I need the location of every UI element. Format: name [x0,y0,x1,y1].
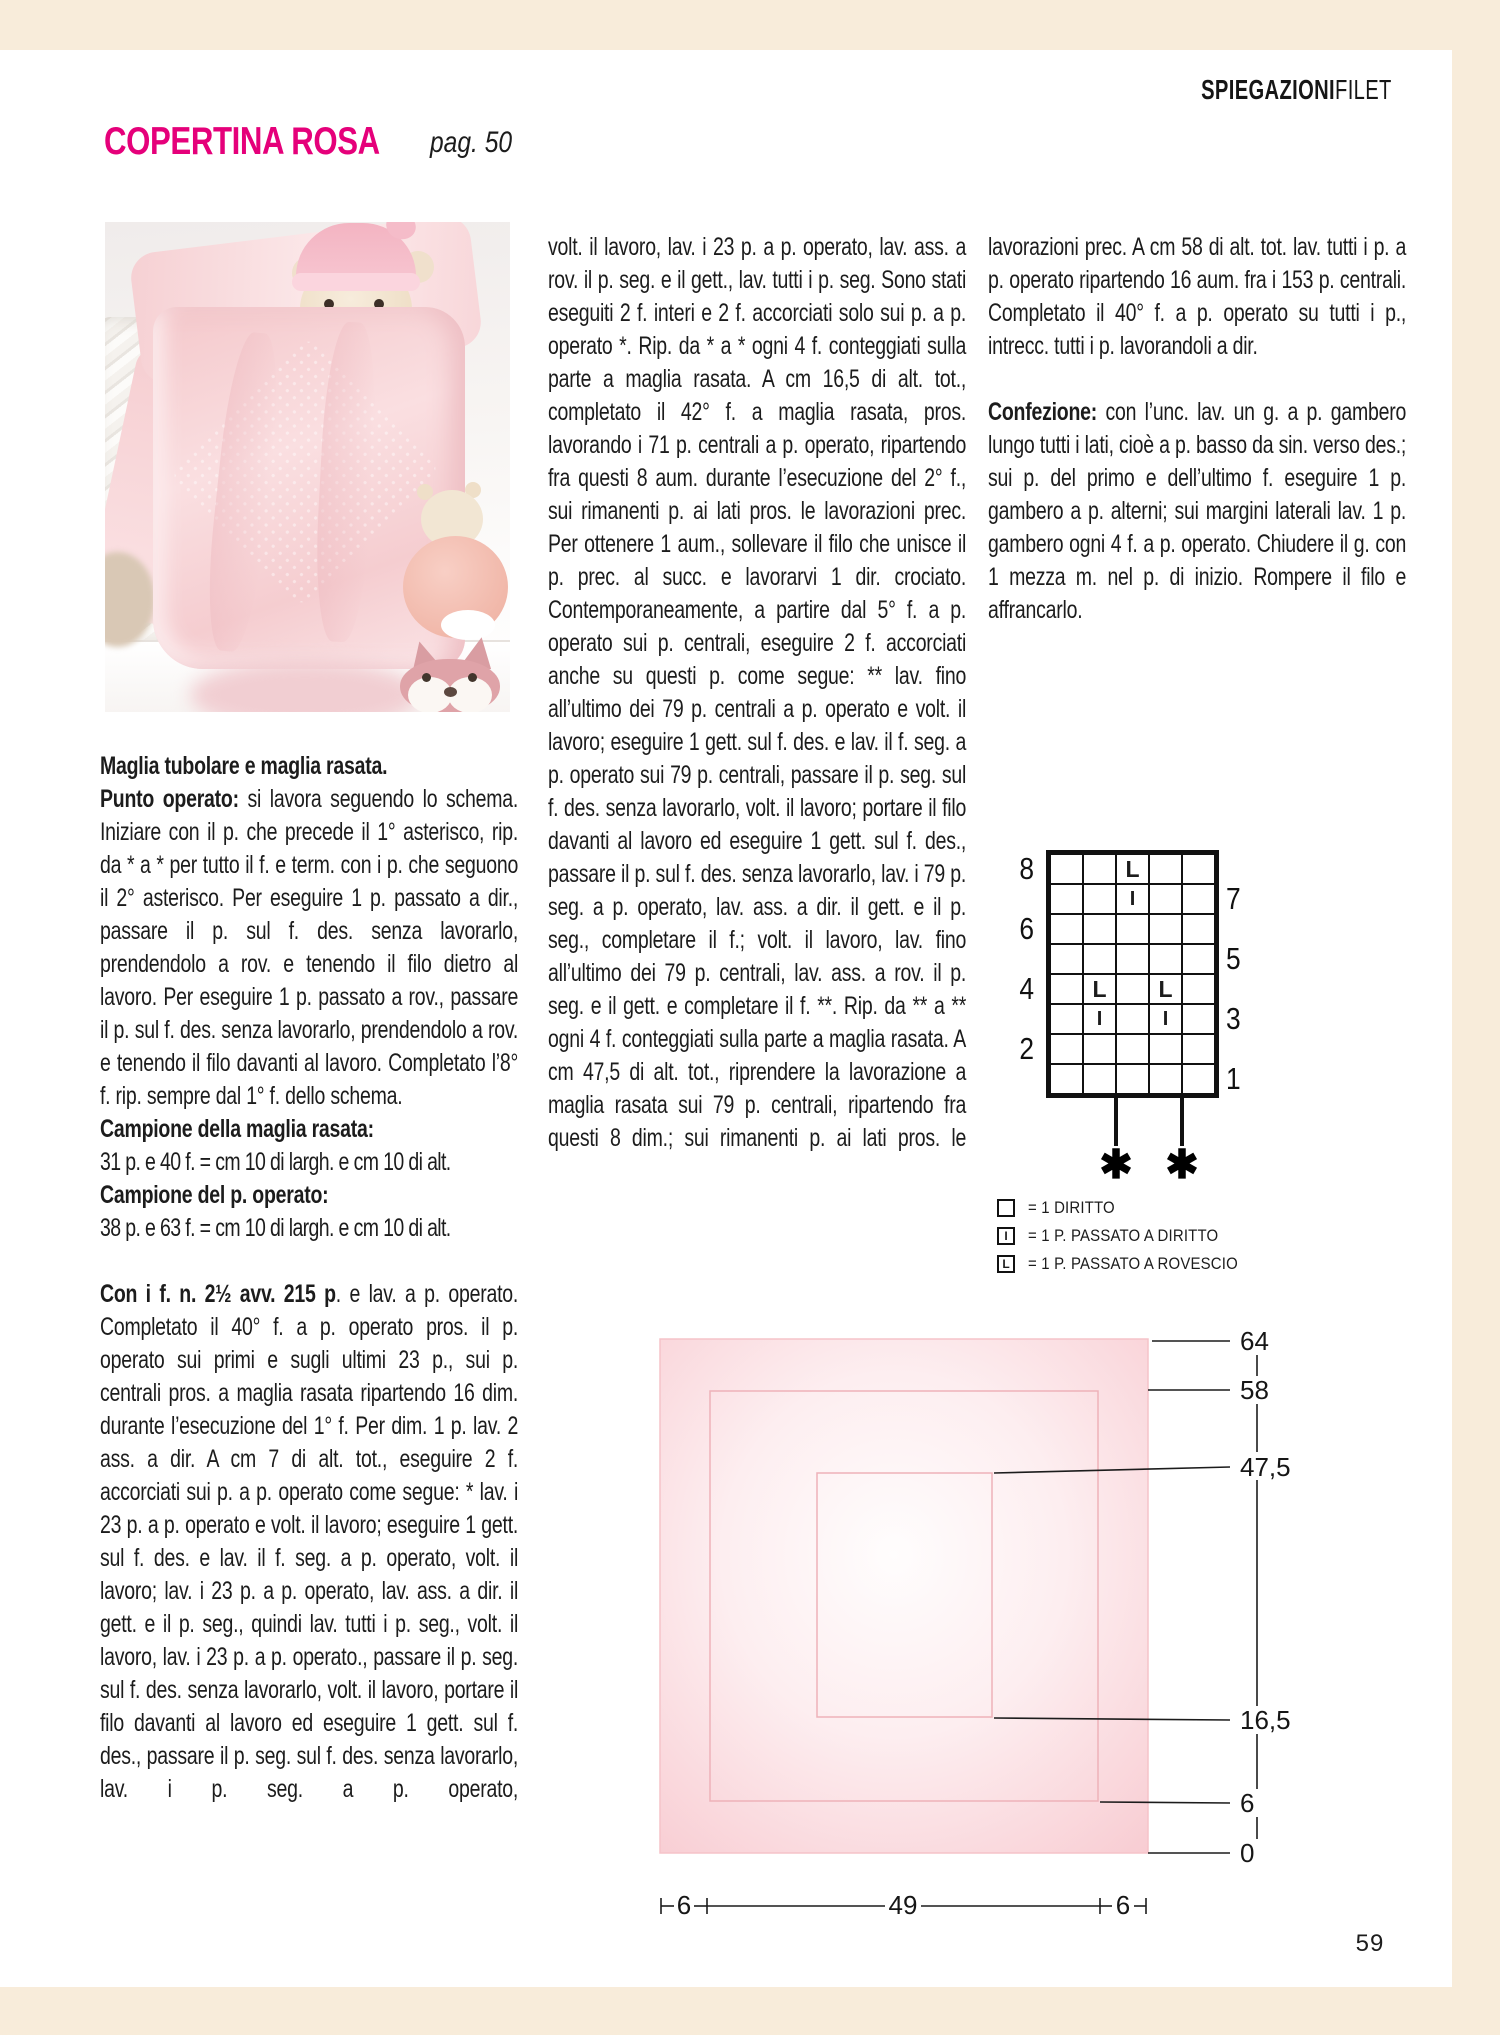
chart-cell [1084,975,1115,1003]
chart-cell [1183,1005,1214,1033]
measurement-label: 64 [1240,1326,1269,1356]
plush-toy-illustration [393,490,510,655]
chart-cell [1117,1035,1148,1063]
measurement-label: 0 [1240,1838,1255,1868]
chart-cell [1117,1065,1148,1093]
legend-label: = 1 P. PASSATO A DIRITTO [1028,1225,1219,1245]
instruction-paragraph: Punto operato: si lavora seguendo lo schema. Iniziare con il p. che precede il 1° asterisco, rip. da * a * per tutto il f. e term. con i p. che seguono il 2° asterisco. Per eseguire 1 p. passato a dir., passare il p. sul f. des. senza lavorarlo, prendendolo a rov. e tenendo il filo dietro al lavoro. Per eseguire 1 p. passato a rov., passare il p. sul f. des. senza lavorarlo, prendendolo a rov. e tenendo il filo davanti al lavoro. Completato l’8° f. rip. sempre dal 1° f. dello schema. [100,785,519,1110]
chart-cell [1117,915,1148,943]
leader-line-6 [1100,1802,1230,1803]
fox-nose [444,687,457,697]
measurement-label: 16,5 [1240,1705,1291,1735]
page-number: 59 [1355,1930,1385,1957]
chart-cell [1150,1035,1181,1063]
instruction-paragraph: Campione della maglia rasata: [100,1115,374,1143]
blanket-outer-rect [660,1339,1148,1853]
chart-row-number: 2 [1019,1031,1034,1066]
chart-cell [1051,945,1082,973]
legend-symbol [997,1199,1015,1217]
section-header-bold: SPIEGAZIONI [1201,74,1336,105]
stitch-symbol: I [1129,888,1136,910]
legend-row [997,1198,1267,1217]
chart-cell [1051,1065,1082,1093]
chart-cell [1150,975,1181,1003]
schematic-diagram [600,1320,1320,1940]
photo [105,222,510,712]
instruction-paragraph: Campione del p. operato: [100,1181,329,1209]
chart-cell [1084,885,1115,913]
chart-row-number: 5 [1226,941,1241,976]
page-reference: pag. 50 [430,126,513,159]
chart-row-number: 4 [1019,971,1034,1006]
chart-cell [1084,1035,1115,1063]
dimension-label: 6 [676,1890,692,1920]
chart-row-number: 7 [1226,881,1241,916]
chart-cell [1183,885,1214,913]
chart-row-number: 3 [1226,1001,1241,1036]
chart-cell [1117,975,1148,1003]
instruction-paragraph: Maglia tubolare e maglia rasata. [100,752,388,780]
fox-eye [468,673,477,682]
stitch-symbol: L [1092,975,1107,1002]
instruction-paragraph: 38 p. e 63 f. = cm 10 di largh. e cm 10 di alt. [100,1214,451,1242]
chart-row-number: 1 [1226,1061,1241,1096]
page-title: COPERTINA ROSA [104,120,380,163]
instruction-paragraph: Con i f. n. 2½ avv. 215 p. e lav. a p. operato. Completato il 40° f. a p. operato pros. il p. operato sui primi e sugli ultimi 23 p., sui p. centrali pros. a maglia rasata ripartendo 16 dim. durante l’esecuzione del 1° f. Per dim. 1 p. lav. 2 ass. a dir. A cm 7 di alt. tot., eseguire 2 f. accorciati sui p. a p. operato come segue: * lav. i 23 p. a p. operato e volt. il lavoro; eseguire 1 gett. sul f. des. e lav. il f. seg. a p. operato, volt. il lavoro; lav. i 23 p. a p. operato, lav. ass. a dir. il gett. e il p. seg., quindi lav. tutti i p. seg., volt. il lavoro, lav. i 23 p. a p. operato., passare il p. seg. sul f. des. senza lavorarlo, volt. il lavoro, portare il filo davanti al lavoro ed eseguire 1 gett. sul f. des., passare il p. seg. sul f. des. senza lavorarlo, lav. i p. seg. a p. operato, [100,1280,519,1803]
measurement-label: 58 [1240,1375,1269,1405]
chart-cell [1051,855,1082,883]
stitch-symbol: L [1158,975,1173,1002]
chart-cell [1084,1065,1115,1093]
chart-cell [1183,975,1214,1003]
chart-cell [1150,915,1181,943]
chart-cell [1051,915,1082,943]
instruction-paragraph: volt. il lavoro, lav. i 23 p. a p. operato, lav. ass. a rov. il p. seg. e il gett., lav. tutti i p. seg. Sono stati eseguiti 2 f. interi e 2 f. accorciati solo sui p. a p. operato *. Rip. da * a * ogni 4 f. conteggiati sulla parte a maglia rasata. A cm 16,5 di alt. tot., completato il 42° f. a maglia rasata, pros. lavorando i 71 p. centrali a p. operato, ripartendo fra questi 8 aum. durante l’esecuzione del 2° f., sui rimanenti p. ai lati pros. le lavorazioni prec. Per ottenere 1 aum., sollevare il filo che unisce il p. prec. al succ. e lavorarvi 1 dir. crociato. Contemporaneamente, a partire dal 5° f. a p. operato sui p. centrali, eseguire 2 f. accorciati anche su questi p. come segue: ** lav. fino all’ultimo dei 79 p. centrali a p. operato e volt. il lavoro; eseguire 1 gett. sul f. des. e lav. il f. seg. a p. operato sui 79 p. centrali, passare il p. seg. sul f. des. senza lavorarlo, volt. il lavoro; portare il filo davanti al lavoro ed eseguire 1 gett. sul f. des., passare il p. sul f. des. senza lavorarlo, lav. i 79 p. seg. a p. operato, lav. ass. a dir. il gett. e il p. seg., completare il f.; volt. il lavoro, lav. fino all’ultimo dei 79 p. centrali, lav. ass. a rov. il p. seg. e il gett. e completare il f. **. Rip. da ** a ** ogni 4 f. conteggiati sulla parte a maglia rasata. A cm 47,5 di alt. tot., riprendere la lavorazione a maglia rasata sui 79 p. centrali, ripartendo fra questi 8 dim.; sui rimanenti p. ai lati pros. le [548,233,967,1152]
chart-cell [1117,1005,1148,1033]
chart-cell [1183,1035,1214,1063]
legend-label: = 1 DIRITTO [1028,1197,1115,1217]
dimension-label: 6 [1115,1890,1131,1920]
chart-cell [1084,855,1115,883]
chart-cell [1183,945,1214,973]
repeat-marker-line [1180,1098,1184,1146]
chart-cell [1150,1065,1181,1093]
chart-cell [1150,1005,1181,1033]
legend-symbol: L [997,1255,1015,1273]
plush-foot [441,610,495,640]
knitting-chart-grid [1046,850,1219,1098]
chart-cell [1051,975,1082,1003]
chart-cell [1084,1005,1115,1033]
teddy-hat-band [292,273,420,291]
chart-cell [1084,945,1115,973]
instruction-column-3 [988,231,1406,627]
section-header [1201,74,1392,106]
legend-label: = 1 P. PASSATO A ROVESCIO [1028,1253,1238,1273]
chart-row-number: 6 [1019,911,1034,946]
legend-row [997,1226,1267,1245]
dimension-label: 49 [888,1890,918,1920]
instruction-paragraph: Confezione: con l’unc. lav. un g. a p. gambero lungo tutti i lati, cioè a p. basso da sin. verso des.; sui p. del primo e dell’ultimo f. eseguire 1 p. gambero a p. alterni; sui margini laterali lav. 1 p. gambero ogni 4 f. a p. operato. Chiudere il g. con 1 mezza m. nel p. di inizio. Rompere il filo e affrancarlo. [988,398,1407,624]
chart-cell [1051,1035,1082,1063]
fox-plush-illustration [400,647,510,712]
chart-cell [1150,885,1181,913]
instruction-column-2 [548,231,966,1155]
chart-cell [1051,1005,1082,1033]
measurement-label: 47,5 [1240,1452,1291,1482]
chart-cell [1150,945,1181,973]
chart-cell [1117,945,1148,973]
stitch-symbol: I [1162,1008,1169,1030]
chart-cell [1150,855,1181,883]
fox-eye [422,673,431,682]
chart-cell [1117,855,1148,883]
chart-cell [1183,915,1214,943]
legend-row [997,1254,1267,1273]
chart-cell [1051,885,1082,913]
chart-cell [1183,855,1214,883]
repeat-asterisk: ✱ [1165,1143,1199,1187]
legend-symbol: I [997,1227,1015,1245]
section-header-light: FILET [1335,74,1392,105]
instruction-paragraph: lavorazioni prec. A cm 58 di alt. tot. lav. tutti i p. a p. operato ripartendo 16 aum. fra i 153 p. centrali. Completato il 40° f. a p. operato su tutti i p., intrecc. tutti i p. lavorandoli a dir. [988,233,1407,360]
stitch-symbol: L [1125,855,1140,882]
chart-cell [1117,885,1148,913]
chart-legend [997,1198,1267,1273]
stitch-symbol: I [1096,1008,1103,1030]
measurement-label: 6 [1240,1788,1255,1818]
repeat-marker-line [1114,1098,1118,1146]
chart-cell [1084,915,1115,943]
schematic [600,1320,1320,1945]
instruction-column-1 [100,750,518,1806]
repeat-asterisk: ✱ [1099,1143,1133,1187]
chart-cell [1183,1065,1214,1093]
instruction-paragraph: 31 p. e 40 f. = cm 10 di largh. e cm 10 di alt. [100,1148,451,1176]
chart-row-number: 8 [1019,851,1034,886]
